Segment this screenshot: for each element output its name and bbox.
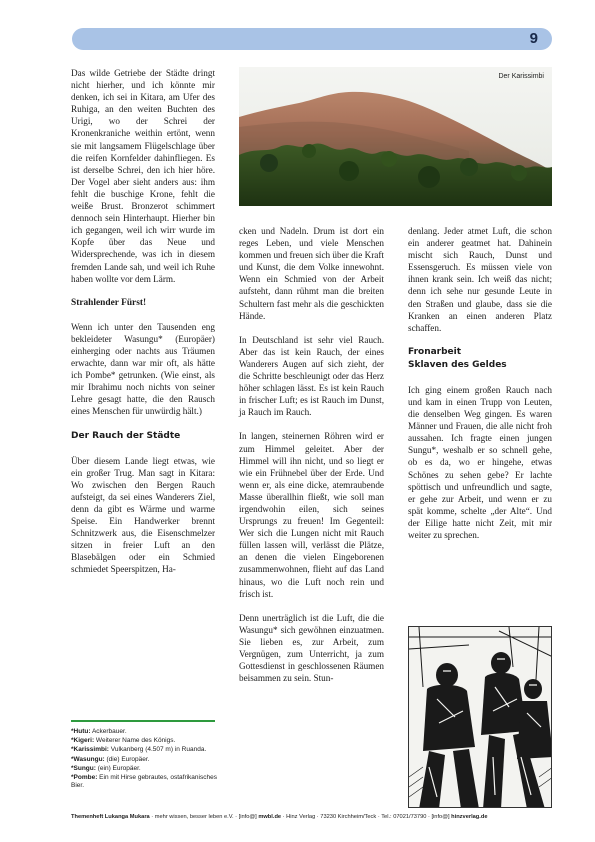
mountain-photo-image: [239, 67, 552, 206]
footer-text: · mehr wissen, besser leben e.V. · [info@]: [149, 814, 259, 820]
footnote: *Wasungu: (die) Europäer.: [71, 755, 150, 763]
page-number: 9: [529, 30, 538, 47]
paragraph: Das wilde Getriebe der Städte dringt nicht hierher, und ich könnte mir denken, ich sei in Kitara, am Ufer des Ruhiga, an den weiten Buchten des Urigi, wo der Schrei der Kronenkraniche weithin ertönt, wenn sie mit langsamem Flügelschlage über die reifen Kornfelder dahinfliegen. Es ist derselbe Schrei, den ich hier höre. Der Vogel aber sieht anders aus: ihm fehlt die buschige Krone, fehlt die weiße Brust. Bronzerot schimmert dennoch sein Hinterhaupt. Hierher bin ich gegangen, weil ich wirr wurde im Kopfe über das Neue und Widersprechende, was ich in diesem fremden Lande sah, und weil ich Ruhe haben wollte vor dem Lärm.: [71, 68, 215, 284]
footnote-rule: [71, 720, 215, 722]
paragraph: cken und Nadeln. Drum ist dort ein reges Leben, und viele Menschen kommen und freuen sich über die Kraft und Kunst, die dem Volke innewohnt. Wenn ein Schmied von der Arbeit aufsteht, dann rühmt man die breiten Schultern fast mehr als die geschickten Hände.: [239, 226, 384, 321]
column-2: [239, 225, 384, 696]
section-heading: [408, 346, 552, 372]
crowd-sketch-image: [409, 627, 552, 808]
footer-title: Themenheft Lukanga Mukara: [71, 814, 150, 820]
paragraph: Denn unerträglich ist die Luft, die die Wasungu* sich gewöhnen einzuatmen. Sie lieben es, zur Arbeit, zum Vergnügen, zum Unterricht, ja zum Gottesdienst in geschlossenen Räumen beisammen zu sein. Stun-: [239, 612, 384, 684]
paragraph: In langen, steinernen Röhren wird er zum Himmel geleitet. Aber der Himmel will ihn nicht, und so liegt er wie ein Frühnebel über der Erde. Und wenn er, als eine dicke, atemraubende Masse überallhin fließt, wie soll man irgendwohin eilen, sich seines Ursprungs zu freuen! Im Gegenteil: Wer sich die Lungen nicht mit Rauch füllen lassen will, verlässt die Plätze, an denen die vielen Eingeborenen zusammenwohnen, flieht auf das Land hinaus, wo die Luft noch rein und frisch ist.: [239, 431, 384, 599]
paragraph: In Deutschland ist sehr viel Rauch. Aber das ist kein Rauch, der eines Wanderers Augen auf sich zieht, der die Schritte beschleunigt oder das Herz höher schlagen lässt. Es ist kein Rauch in frischer Luft; es ist Rauch im Dunst, ja Rauch im Rauch.: [239, 334, 384, 418]
header-bar: [72, 28, 552, 50]
heading-line: Fronarbeit: [408, 346, 462, 357]
paragraph: Ich ging einem großen Rauch nach und kam in einen Trupp von Leuten, die denselben Weg gingen. Es waren Männer und Frauen, die alle nicht froh aussahen. Ich fragte einen jungen Sungu*, weshalb er so schnell gehe, ob es da, wo er hingehe, etwas Schönes zu sehen gebe? Er lachte spöttisch und unfreundlich und sagte, er gehe zur Arbeit, und wenn er zu spät komme, schelte „der Alte“. Und der Eilige hatte nicht Zeit, mit mir weiter zu sprechen.: [408, 384, 552, 540]
footnotes: [71, 728, 217, 791]
footnote: *Hutu: Ackerbauer.: [71, 728, 127, 735]
crowd-sketch: [408, 626, 552, 808]
heading-line: Sklaven des Geldes: [408, 359, 507, 370]
column-3: [408, 225, 552, 553]
section-heading: Strahlender Fürst!: [71, 297, 147, 308]
footnote: *Sungu: (ein) Europäer.: [71, 764, 141, 772]
paragraph: Über diesem Lande liegt etwas, wie ein großer Trug. Man sagt in Kitara: Wo zwischen den Bergen Rauch aufsteigt, da sei eines Wanderers Ziel, denn da gibt es Wärme und warme Speise. Ein Handwerker brennt Schnitzwerk aus, die Eisenschmelzer sitzen in freier Luft an den Blasebälgen oder ein Schmied schmiedet Speerspitzen, Ha-: [71, 455, 215, 575]
footnote: *Kigeri: Weiterer Name des Königs.: [71, 737, 176, 745]
section-heading: Der Rauch der Städte: [71, 430, 181, 441]
paragraph: Wenn ich unter den Tausenden eng bekleideter Wasungu* (Europäer) einherging oder nachts aus Träumen erwachte, dann war mir oft, als hätte ich Pombe* getrunken. (Wie einst, als mir Ibrahimu noch nichts von seiner Lehre gesagt hatte, die den Rausch eines Menschen für unwürdig hält.): [71, 321, 215, 417]
footer-link[interactable]: hinzverlag.de: [451, 814, 488, 820]
page-footer: [71, 814, 553, 820]
footnote: *Pombe: Ein mit Hirse gebrautes, ostafrikanisches Bier.: [71, 774, 217, 790]
paragraph: denlang. Jeder atmet Luft, die schon ein anderer geatmet hat. Dahinein mischt sich Rauch, Dunst und Essensgeruch. Es müssen viele von ihnen krank sein. Ich weiß das nicht; denn ich sehe nur gesunde Leute in den Straßen und glaube, dass sie die Kranken an einen anderen Platz schaffen.: [408, 226, 552, 333]
mountain-photo: [239, 67, 552, 206]
photo-caption: Der Karissimbi: [498, 73, 544, 80]
column-1: [71, 67, 215, 587]
footnote: *Karissimbi: Vulkanberg (4.507 m) in Ruanda.: [71, 746, 207, 754]
footer-text: · Hinz Verlag · 73230 Kirchheim/Teck · Tel.: 07021/73790 · [info@]: [281, 814, 452, 820]
footer-link[interactable]: mwbl.de: [258, 814, 282, 820]
